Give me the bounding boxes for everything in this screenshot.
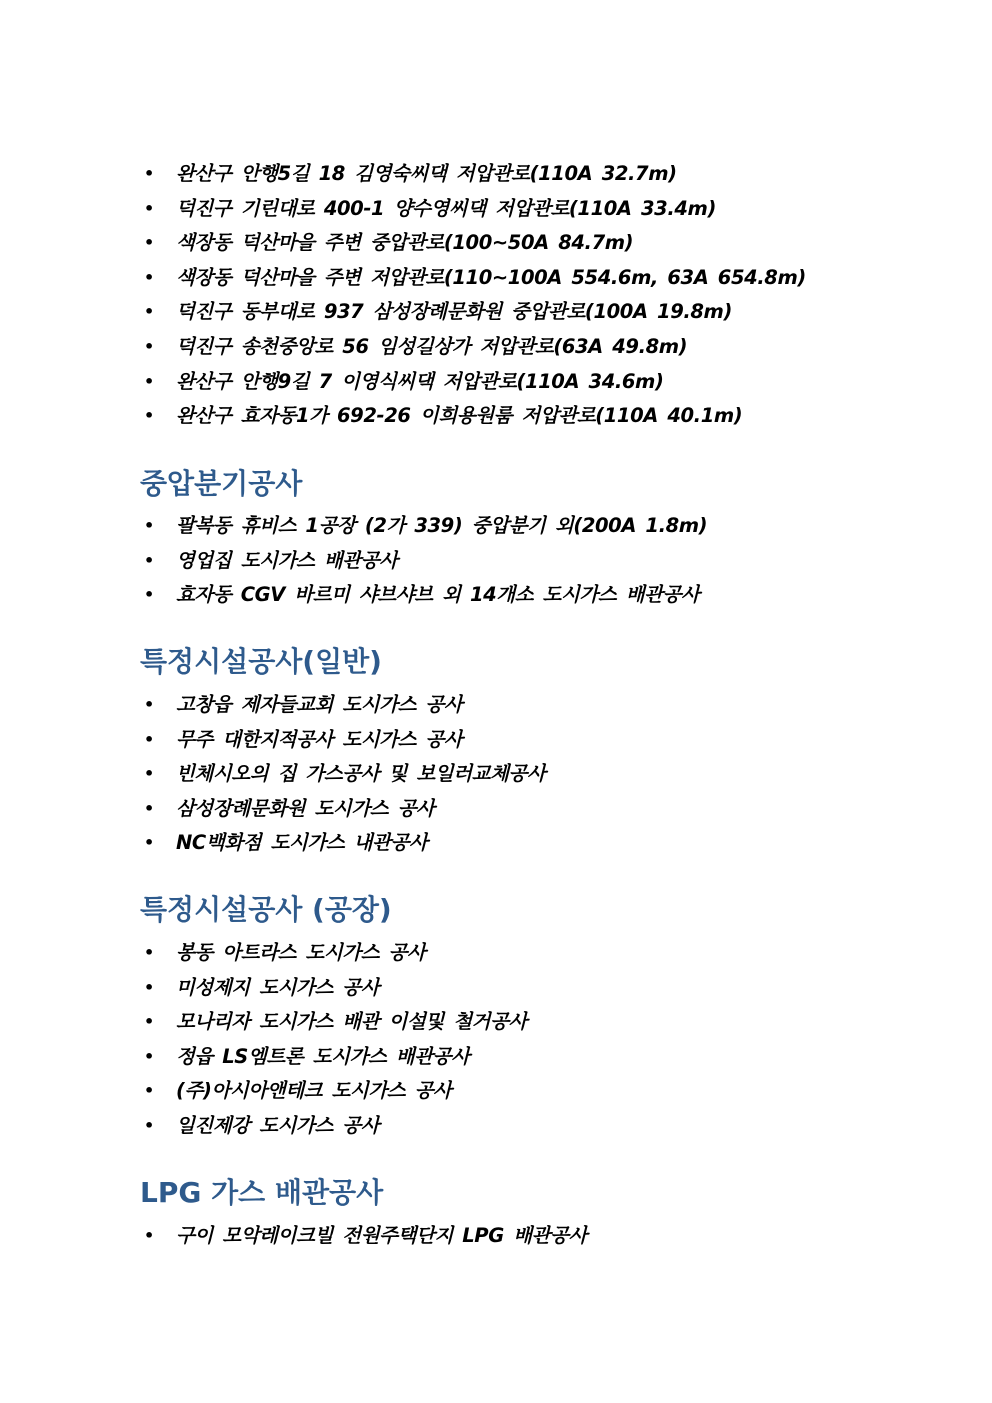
list-item-text: 빈체시오의 집 가스공사 및 보일러교체공사: [176, 762, 546, 786]
list-item: [0, 295, 992, 330]
section-heading-special-facility-factory: 특정시설공사 (공장): [140, 893, 392, 926]
list-item-text: 완산구 효자동1가 692-26 이희용원룸 저압관로(110A 40.1m): [176, 404, 743, 428]
list-item: [0, 330, 992, 365]
list-item: [0, 544, 992, 579]
list-item-text: 정읍 LS엠트론 도시가스 배관공사: [176, 1044, 470, 1068]
list-item-text: 일진제강 도시가스 공사: [176, 1113, 380, 1137]
list-item: [0, 1005, 992, 1040]
section-heading-branch-work: 중압분기공사: [140, 467, 303, 500]
list-item-text: 미성제지 도시가스 공사: [176, 975, 380, 999]
list-item-text: 모나리자 도시가스 배관 이설및 철거공사: [176, 1010, 527, 1034]
bullet-icon: •: [144, 585, 155, 605]
list-item-text: 덕진구 기린대로 400-1 양수영씨댁 저압관로(110A 33.4m): [176, 196, 716, 220]
list-item: [0, 509, 992, 544]
list-item-text: 봉동 아트라스 도시가스 공사: [176, 941, 426, 964]
list-item-text: 효자동 CGV 바르미 샤브샤브 외 14개소 도시가스 배관공사: [176, 583, 700, 607]
list-item: [0, 578, 992, 613]
list-item: [0, 792, 992, 827]
list-item: [0, 723, 992, 758]
list-item: [0, 192, 992, 227]
list-item: [0, 1219, 992, 1254]
bullet-icon: •: [144, 1012, 155, 1032]
bullet-icon: •: [144, 267, 155, 287]
list-item: [0, 1109, 992, 1144]
bullet-icon: •: [144, 1226, 155, 1245]
bullet-icon: •: [144, 977, 155, 997]
bullet-icon: •: [144, 1115, 155, 1135]
list-item-text: 무주 대한지적공사 도시가스 공사: [176, 727, 463, 751]
list-item-text: 팔복동 휴비스 1공장 (2가 339) 중압분기 외(200A 1.8m): [176, 514, 708, 537]
list-item-text: 영업집 도시가스 배관공사: [176, 548, 398, 572]
special-facility-general-list: [0, 688, 992, 861]
bullet-icon: •: [144, 798, 155, 818]
bullet-icon: •: [144, 1081, 155, 1101]
branch-work-list: [0, 509, 992, 613]
list-item-text: 완산구 안행5길 18 김영숙씨댁 저압관로(110A 32.7m): [176, 162, 677, 185]
bullet-icon: •: [144, 164, 155, 183]
list-item-text: 덕진구 동부대로 937 삼성장례문화원 중압관로(100A 19.8m): [176, 300, 732, 324]
list-item: [0, 688, 992, 723]
special-facility-factory-list: [0, 936, 992, 1144]
list-item: [0, 757, 992, 792]
list-item: [0, 157, 992, 192]
list-item: [0, 399, 992, 434]
section-heading-lpg-piping: LPG 가스 배관공사: [140, 1176, 384, 1209]
list-item: [0, 971, 992, 1006]
list-item-text: (주)아시아앤테크 도시가스 공사: [176, 1079, 452, 1103]
bullet-icon: •: [144, 233, 155, 253]
bullet-icon: •: [144, 943, 155, 962]
bullet-icon: •: [144, 516, 155, 535]
list-item: [0, 1040, 992, 1075]
list-item-text: 고창읍 제자들교회 도시가스 공사: [176, 693, 463, 716]
list-item: [0, 261, 992, 296]
list-item-text: 색장동 덕산마을 주변 중압관로(100~50A 84.7m): [176, 231, 634, 255]
list-item-text: NC백화점 도시가스 내관공사: [176, 831, 428, 855]
bullet-icon: •: [144, 833, 155, 853]
bullet-icon: •: [144, 550, 155, 570]
list-item: [0, 226, 992, 261]
list-item: [0, 936, 992, 971]
list-item: [0, 1074, 992, 1109]
list-item-text: 삼성장례문화원 도시가스 공사: [176, 796, 435, 820]
list-item-text: 덕진구 송천중앙로 56 임성길상가 저압관로(63A 49.8m): [176, 334, 688, 358]
list-item-text: 완산구 안행9길 7 이영식씨댁 저압관로(110A 34.6m): [176, 369, 664, 393]
bullet-icon: •: [144, 406, 155, 426]
pipeline-work-list: [0, 157, 992, 434]
bullet-icon: •: [144, 336, 155, 356]
bullet-icon: •: [144, 302, 155, 322]
list-item: [0, 826, 992, 861]
list-item-text: 구이 모악레이크빌 전원주택단지 LPG 배관공사: [176, 1224, 587, 1247]
bullet-icon: •: [144, 729, 155, 749]
bullet-icon: •: [144, 198, 155, 218]
lpg-piping-list: [0, 1219, 992, 1254]
list-item: [0, 365, 992, 400]
section-heading-special-facility-general: 특정시설공사(일반): [140, 645, 382, 678]
list-item-text: 색장동 덕산마을 주변 저압관로(110~100A 554.6m, 63A 654.8m): [176, 265, 806, 289]
bullet-icon: •: [144, 695, 155, 714]
bullet-icon: •: [144, 764, 155, 784]
bullet-icon: •: [144, 371, 155, 391]
bullet-icon: •: [144, 1046, 155, 1066]
